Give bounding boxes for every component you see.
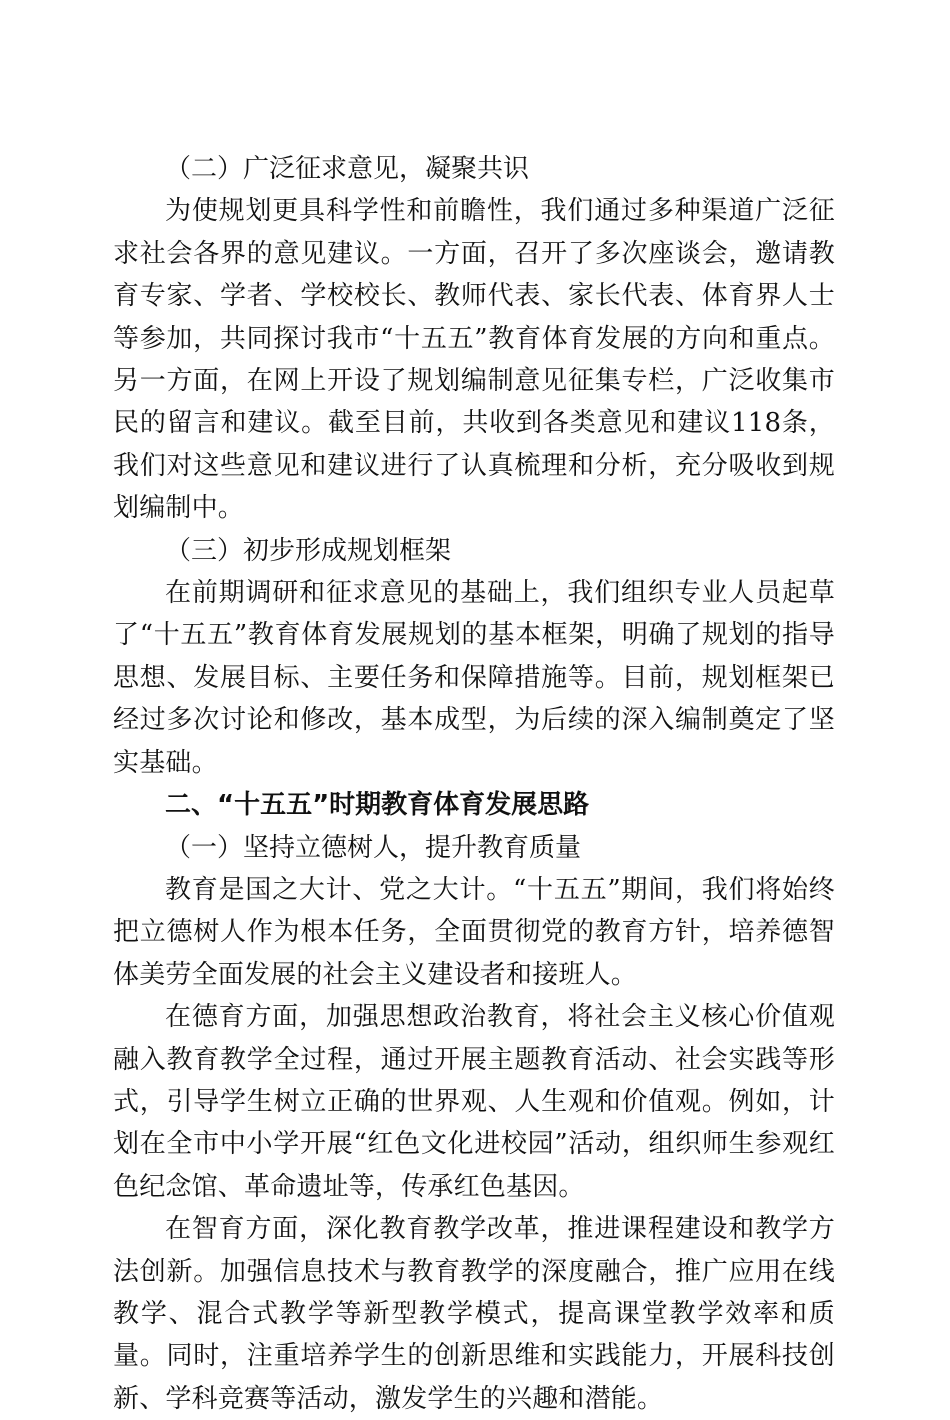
section-heading-moral-education: （一）坚持立德树人，提升教育质量 <box>165 832 582 863</box>
chapter-heading-development-ideas: 二、“十五五”时期教育体育发展思路 <box>165 790 590 821</box>
paragraph-intellectual-education: 在智育方面，深化教育教学改革，推进课程建设和教学方法创新。加强信息技术与教育教学的深度融合，推广应用在线教学、混合式教学等新型教学模式，提高课堂教学效率和质量。同时，注重培养学生的创新思维和实践能力，开展科技创新、学科竞赛等活动，激发学生的兴趣和潜能。 <box>113 1214 835 1414</box>
document-body <box>113 148 835 1420</box>
paragraph-framework: 在前期调研和征求意见的基础上，我们组织专业人员起草了“十五五”教育体育发展规划的基本框架，明确了规划的指导思想、发展目标、主要任务和保障措施等。目前，规划框架已经过多次讨论和修改，基本成型，为后续的深入编制奠定了坚实基础。 <box>113 578 835 778</box>
paragraph-solicit-opinions: 为使规划更具科学性和前瞻性，我们通过多种渠道广泛征求社会各界的意见建议。一方面，召开了多次座谈会，邀请教育专家、学者、学校校长、教师代表、家长代表、体育界人士等参加，共同探讨我市“十五五”教育体育发展的方向和重点。另一方面，在网上开设了规划编制意见征集专栏，广泛收集市民的留言和建议。截至目前，共收到各类意见和建议118条，我们对这些意见和建议进行了认真梳理和分析，充分吸收到规划编制中。 <box>113 196 835 524</box>
paragraph-moral-education: 在德育方面，加强思想政治教育，将社会主义核心价值观融入教育教学全过程，通过开展主题教育活动、社会实践等形式，引导学生树立正确的世界观、人生观和价值观。例如，计划在全市中小学开展“红色文化进校园”活动，组织师生参观红色纪念馆、革命遗址等，传承红色基因。 <box>113 1002 835 1202</box>
section-heading-solicit-opinions: （二）广泛征求意见，凝聚共识 <box>165 154 530 184</box>
section-heading-framework: （三）初步形成规划框架 <box>165 535 452 566</box>
paragraph-education-priority: 教育是国之大计、党之大计。“十五五”期间，我们将始终把立德树人作为根本任务，全面贯彻党的教育方针，培养德智体美劳全面发展的社会主义建设者和接班人。 <box>113 874 835 990</box>
